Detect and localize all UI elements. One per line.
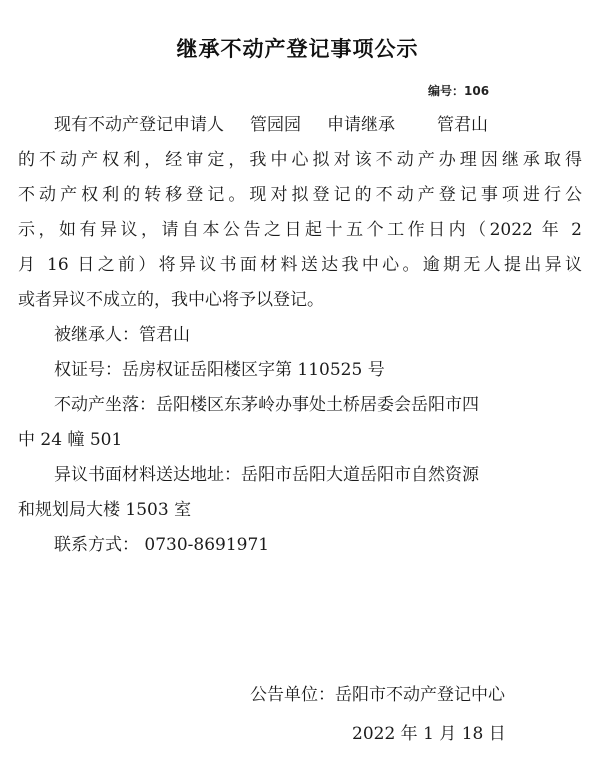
signature-date: 2022 年 1 月 18 日 — [352, 724, 506, 744]
paragraph1-line5: 月 16 日之前）将异议书面材料送达我中心。逾期无人提出异议 — [18, 255, 582, 275]
applicant-label: 现有不动产登记申请人 — [54, 115, 224, 135]
objection-address-line1: 异议书面材料送达地址：岳阳市岳阳大道岳阳市自然资源 — [54, 465, 479, 485]
inherit-label: 申请继承 — [327, 115, 395, 135]
signature-unit: 公告单位：岳阳市不动产登记中心 — [250, 685, 505, 705]
paragraph1-line3: 不动产权利的转移登记。现对拟登记的不动产登记事项进行公 — [18, 185, 582, 205]
decedent-line: 被继承人：管君山 — [54, 325, 190, 345]
location-line2: 中 24 幢 501 — [18, 430, 123, 450]
objection-address-line2: 和规划局大楼 1503 室 — [18, 500, 192, 520]
decedent-name-inline: 管君山 — [437, 115, 488, 135]
contact-line: 联系方式： 0730-8691971 — [54, 535, 270, 555]
page-title: 继承不动产登记事项公示 — [176, 37, 419, 61]
paragraph1-line4: 示，如有异议，请自本公告之日起十五个工作日内（2022 年 2 — [18, 220, 582, 240]
applicant-name: 管园园 — [250, 115, 301, 135]
location-line1: 不动产坐落：岳阳楼区东茅岭办事处土桥居委会岳阳市四 — [54, 395, 479, 415]
notice-body — [18, 108, 582, 563]
certificate-line: 权证号：岳房权证岳阳楼区字第 110525 号 — [54, 360, 385, 380]
paragraph1-line6: 或者异议不成立的，我中心将予以登记。 — [18, 290, 324, 310]
document-number: 编号：106 — [428, 84, 490, 98]
paragraph1-line2: 的不动产权利，经审定，我中心拟对该不动产办理因继承取得 — [18, 150, 582, 170]
paragraph1-line1 — [18, 108, 582, 143]
